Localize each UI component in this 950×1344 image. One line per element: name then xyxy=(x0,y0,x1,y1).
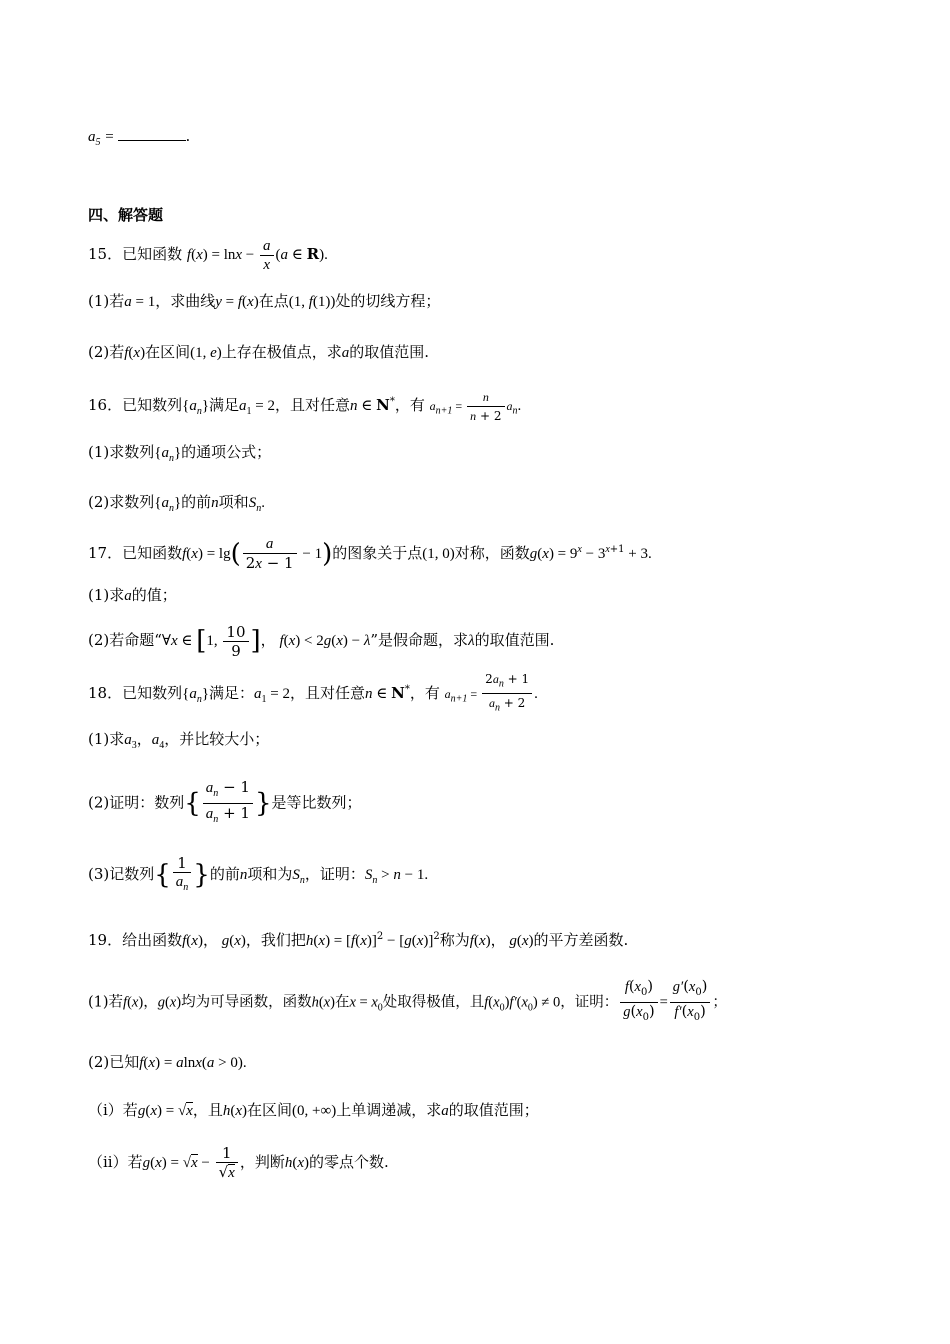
q18-part1-text-c: ，并比较大小； xyxy=(164,730,270,748)
q15-part2-text-c: 的取值范围. xyxy=(349,343,430,361)
q16-text-d: ，有 xyxy=(394,396,425,414)
q15-part1-label: (1)若 xyxy=(88,292,125,310)
q19-stem: 19．给出函数f(x)， g(x)，我们把$h(x) = [f(x)]^2 - [g(x)]^2$称为f(x)， g(x)的平方差函数. xyxy=(88,931,629,949)
q18-text-c: ，且对任意 xyxy=(290,683,366,702)
q19-part2-i-text-a: （i）若 xyxy=(88,1101,138,1119)
q19-part1: (1)若f(x)，g(x)均为可导函数，函数h(x)在$x = x_0$处取得极值，且$f(x_0)f'(x_0) \ne 0$，证明： $\frac{f(x_0)}{g(x_0)}$ = $\frac{g'(x_0)}{f'(x_0)}$ ； xyxy=(88,978,727,1030)
q16-part2: (2)求数列$\{a_n\}$的前n项和$S_n$. xyxy=(88,493,265,514)
q19-part1-text-c: 在 xyxy=(334,994,350,1011)
q18-fraction: $\frac{2a_n + 1}{a_n + 2}$ xyxy=(482,670,532,718)
q19-part2-ii-text-b: ，判断 xyxy=(239,1153,285,1171)
q18-part3-text-a: (3)记数列 xyxy=(88,865,155,883)
q15-part2: (2)若f(x)在区间(1, e)上存在极值点，求a的取值范围. xyxy=(88,343,430,361)
q19-fraction-right: $\frac{g'(x_0)}{f'(x_0)}$ xyxy=(670,978,711,1027)
q18-text-d: ，有 xyxy=(409,683,440,702)
q19-part2-i-text-e: 的取值范围； xyxy=(448,1101,539,1119)
q17-part1-text-b: 的值； xyxy=(131,586,177,604)
q16-part2-text-c: 项和 xyxy=(218,493,249,511)
q15-part2-text-b: 上存在极值点，求 xyxy=(221,343,342,361)
q17-part2-text-b: ”是假命题，求 xyxy=(370,631,469,649)
q19-part2-i-text-b: ，且 xyxy=(192,1101,223,1119)
q18-stem: 18．已知数列$\{a_n\}$满足：$a_1 = 2$，且对任意n ∈ N*，有 $a_{n+1}$ = $\frac{2a_n + 1}{a_n + 2}$ . xyxy=(88,670,538,718)
q19-part1-text-a: (1)若 xyxy=(88,994,124,1011)
q18-part1: (1)求$a_3$，$a_4$，并比较大小； xyxy=(88,730,270,751)
section-title: 四、解答题 xyxy=(88,206,164,224)
q16-part1-text-b: 的通项公式； xyxy=(181,443,272,461)
q18-part3-fraction: $\frac{1}{a_n}$ xyxy=(173,854,192,897)
q16-part2-text-a: (2)求数列 xyxy=(88,493,155,511)
q19-part2-i: （i）若g(x) = √x，且h(x)在区间(0, +∞)上单调递减，求a的取值范围； xyxy=(88,1101,539,1119)
q17-fraction: $\frac{a}{2x - 1}$ xyxy=(243,535,297,573)
q16-part1-text-a: (1)求数列 xyxy=(88,443,155,461)
q17-part1-text-a: (1)求 xyxy=(88,586,125,604)
q16-text-b: 满足 xyxy=(209,396,240,414)
q19-part2-ii: （ii）若g(x) = √x − $\frac{1}{√x}$ ，判断h(x)的零点个数. xyxy=(88,1144,389,1181)
q15-number: 15． xyxy=(88,245,123,263)
q19-number: 19． xyxy=(88,931,123,949)
q17-fraction-10-9: $\frac{10}{9}$ xyxy=(223,623,248,660)
q15-text: 已知函数 xyxy=(122,245,183,263)
answer-blank[interactable] xyxy=(118,126,186,141)
q15-part1-text-c: 处的切线方程； xyxy=(335,292,441,310)
q18-text-a: 已知数列 xyxy=(122,683,183,702)
q18-part2-fraction: $\frac{a_n - 1}{a_n + 1}$ xyxy=(203,778,253,829)
q19-text-c: 称为 xyxy=(439,931,470,949)
q19-text-a: 给出函数 xyxy=(122,931,183,949)
q18-part2: (2)证明：数列{ $\frac{a_n - 1}{a_n + 1}$ }是等比数列； xyxy=(88,778,362,829)
q16-stem: 16．已知数列$\{a_n\}$满足$a_1 = 2$，且对任意n ∈ N*，有 $a_{n+1}$ = $\frac{n}{n + 2}$ $a_n$. xyxy=(88,389,522,423)
q19-part1-text-b: 均为可导函数，函数 xyxy=(181,994,312,1011)
q18-text-b: 满足： xyxy=(209,683,255,702)
q18-part1-text-a: (1)求 xyxy=(88,730,125,748)
q17-part2-text-c: 的取值范围. xyxy=(474,631,555,649)
q17-text-b: 的图象关于点 xyxy=(332,544,423,562)
q18-part3-text-c: 项和为 xyxy=(247,865,293,883)
q16-fraction: $\frac{n}{n + 2}$ xyxy=(467,388,504,425)
q19-part1-text-e: ，证明： xyxy=(560,994,619,1011)
q15-part1-text-a: ，求曲线 xyxy=(155,292,216,310)
q18-number: 18． xyxy=(88,683,123,702)
q17-text-a: 已知函数 xyxy=(122,544,183,562)
q16-text-a: 已知数列 xyxy=(122,396,183,414)
q16-text-c: ，且对任意 xyxy=(275,396,351,414)
q17-number: 17． xyxy=(88,544,123,562)
q15-part1-text-b: 在点 xyxy=(258,292,289,310)
q15-part1: (1)若a = 1，求曲线y = f(x)在点(1, f(1))处的切线方程； xyxy=(88,292,441,310)
q19-text-d: 的平方差函数. xyxy=(533,931,629,949)
q19-part2-text-a: (2)已知 xyxy=(88,1053,140,1071)
q19-part2-ii-fraction: $\frac{1}{√x}$ xyxy=(216,1144,238,1182)
q19-part2: (2)已知f(x) = alnx(a > 0). xyxy=(88,1053,247,1071)
q15-fraction: $\frac{a}{x}$ xyxy=(260,237,274,274)
q16-part2-text-b: 的前 xyxy=(181,493,212,511)
q16-part1: (1)求数列$\{a_n\}$的通项公式； xyxy=(88,443,272,464)
q17-text-c: 对称，函数 xyxy=(454,544,530,562)
equals-sign: = xyxy=(105,129,118,145)
q15-part2-text-a: 在区间 xyxy=(145,343,191,361)
q17-part1: (1)求a的值； xyxy=(88,586,177,604)
q19-fraction-left: $\frac{f(x_0)}{g(x_0)}$ xyxy=(620,978,657,1027)
q18-part3-text-b: 的前 xyxy=(209,865,240,883)
answer-a5-line xyxy=(88,124,190,155)
q17-part2-text-a: (2)若命题“ xyxy=(88,631,162,649)
q19-part2-ii-text-a: （ii）若 xyxy=(88,1153,143,1171)
q18-part2-text-a: (2)证明：数列 xyxy=(88,793,185,812)
q16-number: 16． xyxy=(88,396,123,414)
q19-part1-text-d: 处取得极值，且 xyxy=(382,994,485,1011)
math-a5: $a_5$ xyxy=(88,129,101,148)
q15-part2-label: (2)若 xyxy=(88,343,125,361)
q19-part2-i-text-d: 上单调递减，求 xyxy=(336,1101,442,1119)
q19-text-b: ，我们把 xyxy=(245,931,306,949)
q18-part1-text-b: ， xyxy=(136,730,152,748)
period: . xyxy=(185,127,191,145)
q18-part2-text-b: 是等比数列； xyxy=(271,793,362,812)
q17-part2: (2)若命题“∀x ∈ [1, $\frac{10}{9}$ ]， f(x) < 2g(x) − λ”是假命题，求λ的取值范围. xyxy=(88,622,555,660)
q18-part3: (3)记数列{ $\frac{1}{a_n}$ }的前n项和为$S_n$，证明：$S_n > n - 1$. xyxy=(88,852,428,903)
q15-function: f xyxy=(186,247,192,263)
q19-part2-ii-text-c: 的零点个数. xyxy=(309,1153,389,1171)
q18-part3-text-d: ，证明： xyxy=(304,865,365,883)
q19-part2-i-text-c: 在区间 xyxy=(247,1101,293,1119)
q17-stem: 17．已知函数f(x) = lg( $\frac{a}{2x - 1}$ − 1)的图象关于点(1, 0)对称，函数$g(x) = 9^x - 3^{x+1} + 3$. xyxy=(88,536,652,572)
q15-stem: 15．已知函数 f(x) = lnx − $\frac{a}{x}$ (a ∈ R). xyxy=(88,237,328,273)
